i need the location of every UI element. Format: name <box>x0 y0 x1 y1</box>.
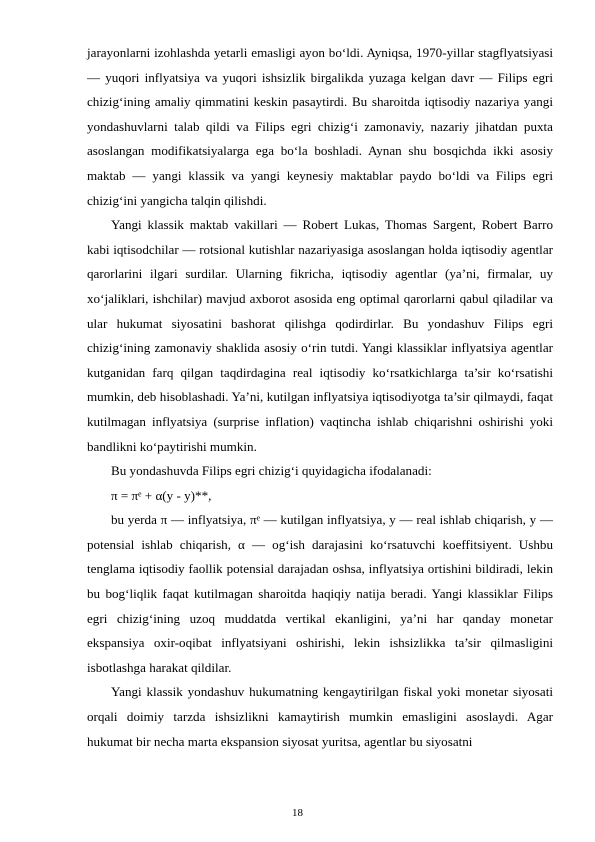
document-body <box>87 41 553 754</box>
paragraph-5: Yangi klassik yondashuv hukumatning kengaytirilgan fiskal yoki monetar siyosati orqali doimiy tarzda ishsizlikni kamaytirish mumkin emasligini asoslaydi. Agar hukumat bir necha marta ekspansion siyosat yuritsa, agentlar bu siyosatni <box>87 684 553 749</box>
paragraph-1: jarayonlarni izohlashda yetarli emasligi ayon bo‘ldi. Ayniqsa, 1970-yillar stagflyatsiyasi — yuqori inflyatsiya va yuqori ishsizlik birgalikda yuzaga kelgan davr — Filips egri chizig‘ining amaliy qimmatini keskin pasaytirdi. Bu sharoitda iqtisodiy nazariya yangi yondashuvlarni talab qildi va Filips egri chizig‘i zamonaviy, nazariy jihatdan puxta asoslangan modifikatsiyalarga ega bo‘la boshladi. Aynan shu bosqichda ikki asosiy maktab — yangi klassik va yangi keynesiy maktablar paydo bo‘ldi va Filips egri chizig‘ini yangicha talqin qilishdi. <box>87 45 553 208</box>
paragraph-3: Bu yondashuvda Filips egri chizig‘i quyidagicha ifodalanadi: <box>111 463 432 479</box>
phillips-formula: π = πᵉ + α(y - y)**, <box>111 487 212 503</box>
paragraph-4: bu yerda π — inflyatsiya, πᵉ — kutilgan inflyatsiya, y — real ishlab chiqarish, y — potensial ishlab chiqarish, α — og‘ish darajasini ko‘rsatuvchi koeffitsiyent. Ushbu tenglama iqtisodiy faollik potensial darajadan oshsa, inflyatsiya ortishini bildiradi, lekin bu bog‘liqlik faqat kutilmagan sharoitda haqiqiy natija beradi. Yangi klassiklar Filips egri chizig‘ining uzoq muddatda vertikal ekanligini, ya’ni har qanday monetar ekspansiya oxir-oqibat inflyatsiyani oshirishi, lekin ishsizlikka ta’sir qilmasligini isbotlashga harakat qildilar. <box>87 512 553 675</box>
paragraph-2: Yangi klassik maktab vakillari — Robert Lukas, Thomas Sargent, Robert Barro kabi iqtisodchilar — rotsional kutishlar nazariyasiga asoslangan holda iqtisodiy agentlar qarorlarini ilgari surdilar. Ularning fikricha, iqtisodiy agentlar (ya’ni, firmalar, uy xo‘jaliklari, ishchilar) mavjud axborot asosida eng optimal qarorlarni qabul qiladilar va ular hukumat siyosatini bashorat qilishga qodirdirlar. Bu yondashuv Filips egri chizig‘ining zamonaviy shaklida asosiy o‘rin tutdi. Yangi klassiklar inflyatsiya agentlar kutganidan farq qilgan taqdirdagina real iqtisodiy ko‘rsatkichlarga ta’sir ko‘rsatishi mumkin, deb hisoblashadi. Ya’ni, kutilgan inflyatsiya iqtisodiyotga ta’sir qilmaydi, faqat kutilmagan inflyatsiya (surprise inflation) vaqtincha ishlab chiqarishni oshirishi yoki bandlikni ko‘paytirishi mumkin. <box>87 217 553 454</box>
page-number: 18 <box>292 807 303 819</box>
